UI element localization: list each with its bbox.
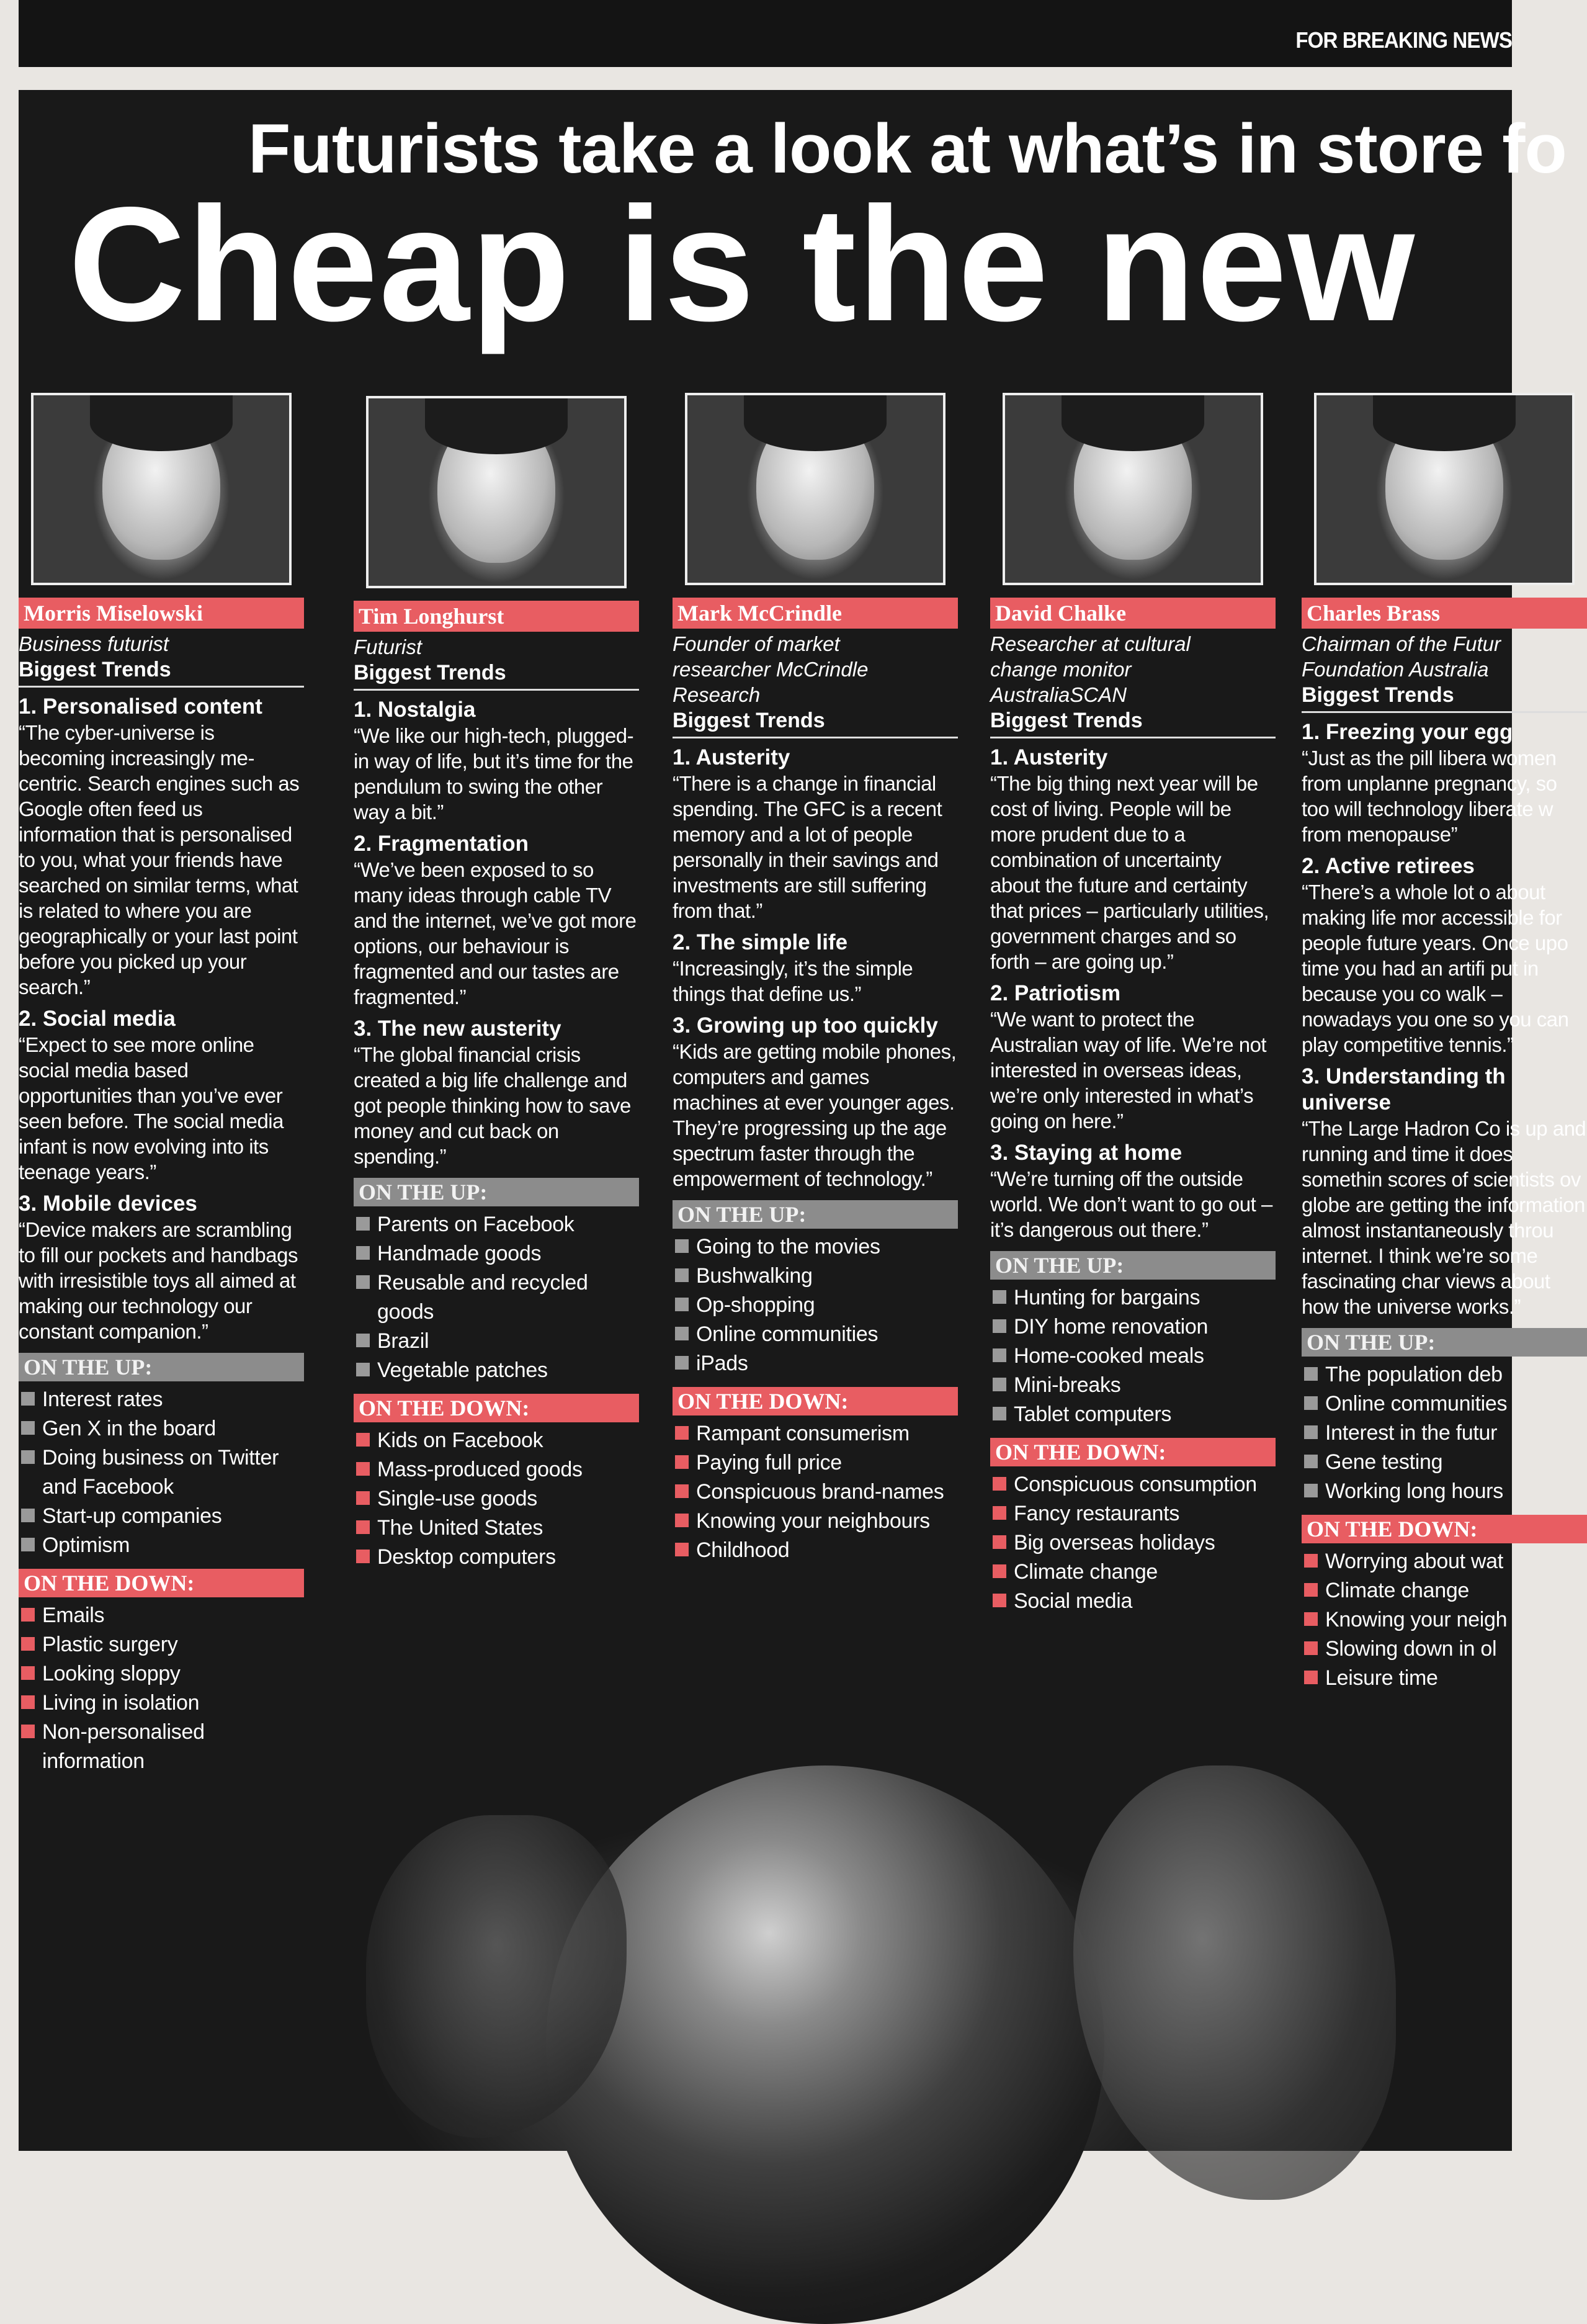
- portrait-photo: [366, 396, 627, 588]
- list-item: Interest in the futur: [1302, 1419, 1587, 1448]
- list-item: Conspicuous consumption: [990, 1470, 1276, 1499]
- list-item: The population deb: [1302, 1360, 1587, 1389]
- list-item: iPads: [673, 1349, 958, 1378]
- portrait-photo: [1314, 393, 1575, 585]
- futurist-role: [673, 631, 958, 707]
- trend-item: [990, 745, 1276, 974]
- futurist-name: Charles Brass: [1302, 598, 1587, 629]
- list-item: Social media: [990, 1587, 1276, 1616]
- on-the-up-list: [19, 1385, 304, 1560]
- futurist-role: [19, 631, 304, 657]
- trend-title: 3. The new austerity: [354, 1016, 561, 1041]
- list-item: Desktop computers: [354, 1543, 639, 1572]
- trend-title: 1. Austerity: [990, 745, 1108, 769]
- list-item: DIY home renovation: [990, 1312, 1276, 1342]
- on-the-down-label: ON THE DOWN:: [354, 1394, 639, 1422]
- trend-quote: “There is a change in financial spending. The GFC is a recent memory and a lot of people personally in their savings and investments are still suffering from that.”: [673, 772, 942, 922]
- list-item: Working long hours: [1302, 1477, 1587, 1506]
- on-the-down-label: ON THE DOWN:: [673, 1387, 958, 1415]
- list-item: Home-cooked meals: [990, 1342, 1276, 1371]
- trend-quote: “We’ve been exposed to so many ideas through cable TV and the internet, we’ve got more options, our behaviour is fragmented and our tastes are fragmented.”: [354, 858, 637, 1008]
- role-line: Business futurist: [19, 632, 169, 655]
- list-item: Climate change: [990, 1558, 1276, 1587]
- portrait-photo: [31, 393, 292, 585]
- on-the-up-label: ON THE UP:: [354, 1178, 639, 1206]
- role-line: Research: [673, 683, 761, 706]
- trend-title: 3. Growing up too quickly: [673, 1013, 938, 1038]
- list-item: Childhood: [673, 1536, 958, 1565]
- on-the-down-label: ON THE DOWN:: [990, 1438, 1276, 1466]
- list-item: Tablet computers: [990, 1400, 1276, 1429]
- futurist-name: Morris Miselowski: [19, 598, 304, 629]
- biggest-trends-label: Biggest Trends: [1302, 683, 1587, 713]
- futurist-name: Tim Longhurst: [354, 601, 639, 632]
- list-item: Non-personalised information: [19, 1718, 304, 1776]
- list-item: Op-shopping: [673, 1291, 958, 1320]
- trend-quote: “We’re turning off the outside world. We don’t want to go out – it’s dangerous out there.”: [990, 1167, 1272, 1241]
- futurist-role: [1302, 631, 1587, 682]
- biggest-trends-label: Biggest Trends: [673, 709, 958, 738]
- list-item: Gene testing: [1302, 1448, 1587, 1477]
- trend-quote: “We want to protect the Australian way of life. We’re not interested in overseas ideas, we’re only interested in what’s going on here.”: [990, 1008, 1267, 1133]
- list-item: Rampant consumerism: [673, 1419, 958, 1448]
- list-item: Knowing your neigh: [1302, 1605, 1587, 1635]
- trend-item: [990, 1140, 1276, 1242]
- feature-panel: [19, 90, 1586, 2151]
- list-item: Single-use goods: [354, 1484, 639, 1514]
- on-the-down-list: [990, 1470, 1276, 1616]
- futurist-column: [673, 393, 958, 1565]
- on-the-up-list: [1302, 1360, 1587, 1506]
- list-item: Reusable and recycled goods: [354, 1268, 639, 1327]
- trend-title: 2. Patriotism: [990, 981, 1121, 1005]
- list-item: Online communities: [673, 1320, 958, 1349]
- trend-quote: “Kids are getting mobile phones, computers and games machines at ever younger ages. They’re progressing up the age spectrum faster through the empowerment of technology.”: [673, 1040, 957, 1190]
- trend-item: [673, 1013, 958, 1191]
- portrait-photo: [1003, 393, 1263, 585]
- trend-item: [673, 930, 958, 1007]
- on-the-up-label: ON THE UP:: [1302, 1328, 1587, 1357]
- crystal-ball-image: [546, 1765, 1104, 2324]
- futurist-name: Mark McCrindle: [673, 598, 958, 629]
- on-the-up-label: ON THE UP:: [19, 1353, 304, 1381]
- trend-item: [354, 831, 639, 1010]
- futurist-column: [354, 396, 639, 1572]
- on-the-up-list: [990, 1283, 1276, 1429]
- breaking-news-tag: FOR BREAKING NEWS: [1295, 27, 1512, 53]
- list-item: Mini-breaks: [990, 1371, 1276, 1400]
- top-bar: [19, 0, 1512, 67]
- list-item: Mass-produced goods: [354, 1455, 639, 1484]
- role-line: AustraliaSCAN: [990, 683, 1127, 706]
- biggest-trends-label: Biggest Trends: [354, 661, 639, 691]
- list-item: Big overseas holidays: [990, 1528, 1276, 1558]
- list-item: Parents on Facebook: [354, 1210, 639, 1239]
- trend-title: 2. Fragmentation: [354, 832, 529, 856]
- trend-item: [354, 1016, 639, 1169]
- list-item: Going to the movies: [673, 1232, 958, 1262]
- trend-quote: “The cyber-universe is becoming increasingly me-centric. Search engines such as Google often feed us information that is personalised to you, what your friends have searched on similar terms, what is related to where you are geographically or your last point before you picked up your search.”: [19, 721, 300, 998]
- on-the-down-list: [673, 1419, 958, 1565]
- trend-title: 3. Mobile devices: [19, 1191, 197, 1216]
- list-item: The United States: [354, 1514, 639, 1543]
- list-item: Slowing down in ol: [1302, 1635, 1587, 1664]
- on-the-down-label: ON THE DOWN:: [19, 1569, 304, 1597]
- list-item: Fancy restaurants: [990, 1499, 1276, 1528]
- biggest-trends-label: Biggest Trends: [990, 709, 1276, 738]
- trend-item: [990, 980, 1276, 1134]
- main-headline: Cheap is the new: [68, 173, 1416, 355]
- role-line: Founder of market: [673, 632, 840, 655]
- trend-quote: “Expect to see more online social media based opportunities than you’ve ever seen before. The social media infant is now evolving into its teenage years.”: [19, 1033, 284, 1183]
- list-item: Gen X in the board: [19, 1414, 304, 1443]
- trend-item: [1302, 1064, 1587, 1319]
- list-item: Knowing your neighbours: [673, 1507, 958, 1536]
- hand-right-image: [1073, 1765, 1396, 2200]
- list-item: Worrying about wat: [1302, 1547, 1587, 1576]
- trend-item: [1302, 853, 1587, 1057]
- role-line: change monitor: [990, 658, 1132, 681]
- trend-item: [19, 694, 304, 1000]
- list-item: Brazil: [354, 1327, 639, 1356]
- on-the-down-list: [1302, 1547, 1587, 1693]
- list-item: Start-up companies: [19, 1502, 304, 1531]
- list-item: Doing business on Twitter and Facebook: [19, 1443, 304, 1502]
- role-line: Futurist: [354, 635, 422, 658]
- trend-title: 1. Personalised content: [19, 694, 262, 719]
- list-item: Handmade goods: [354, 1239, 639, 1268]
- list-item: Emails: [19, 1601, 304, 1630]
- trend-item: [1302, 719, 1587, 847]
- on-the-up-list: [354, 1210, 639, 1385]
- trend-item: [673, 745, 958, 923]
- futurist-role: [990, 631, 1276, 707]
- trend-title: 3. Staying at home: [990, 1141, 1182, 1165]
- on-the-up-label: ON THE UP:: [990, 1251, 1276, 1280]
- role-line: researcher McCrindle: [673, 658, 869, 681]
- trend-item: [19, 1006, 304, 1185]
- trend-title: 2. Social media: [19, 1007, 176, 1031]
- biggest-trends-label: Biggest Trends: [19, 658, 304, 688]
- on-the-up-list: [673, 1232, 958, 1378]
- on-the-down-list: [19, 1601, 304, 1776]
- on-the-up-label: ON THE UP:: [673, 1200, 958, 1229]
- list-item: Vegetable patches: [354, 1356, 639, 1385]
- list-item: Kids on Facebook: [354, 1426, 639, 1455]
- trend-quote: “There’s a whole lot o about making life mor accessible for people future years. Once upo time you had an artifi put in because you co walk – nowadays you one so you can play competitive tennis.”: [1302, 881, 1569, 1056]
- trend-title: 1. Nostalgia: [354, 698, 476, 722]
- on-the-down-label: ON THE DOWN:: [1302, 1515, 1587, 1543]
- list-item: Hunting for bargains: [990, 1283, 1276, 1312]
- list-item: Leisure time: [1302, 1664, 1587, 1693]
- trend-item: [19, 1191, 304, 1344]
- trend-title: 1. Austerity: [673, 745, 790, 769]
- trend-quote: “The Large Hadron Co is up and running and time it does somethin scores of scientists ov globe are getting the information almost instantaneously throu internet. I think we’re some fascinating char views about how the universe works.”: [1302, 1117, 1586, 1318]
- list-item: Looking sloppy: [19, 1659, 304, 1689]
- trend-item: [354, 697, 639, 825]
- futurist-column: [19, 393, 304, 1776]
- futurist-column: [990, 393, 1276, 1616]
- futurist-role: [354, 634, 639, 660]
- trend-quote: “The big thing next year will be cost of living. People will be more prudent due to a combination of uncertainty about the future and certainty that prices – particularly utilities, government charges and so forth – are going up.”: [990, 772, 1269, 973]
- kicker-headline: Futurists take a look at what’s in store fo: [248, 110, 1567, 187]
- trend-quote: “We like our high-tech, plugged-in way of life, but it’s time for the pendulum to swing the other way a bit.”: [354, 724, 634, 823]
- list-item: Conspicuous brand-names: [673, 1478, 958, 1507]
- trend-title: 1. Freezing your egg: [1302, 720, 1513, 744]
- list-item: Bushwalking: [673, 1262, 958, 1291]
- futurist-column: [1302, 393, 1587, 1693]
- on-the-down-list: [354, 1426, 639, 1572]
- trend-quote: “Device makers are scrambling to fill our pockets and handbags with irresistible toys all aimed at making our technology our constant companion.”: [19, 1218, 298, 1343]
- list-item: Climate change: [1302, 1576, 1587, 1605]
- trend-title: 2. Active retirees: [1302, 854, 1475, 878]
- futurist-name: David Chalke: [990, 598, 1276, 629]
- trend-quote: “The global financial crisis created a big life challenge and got people thinking how to save money and cut back on spending.”: [354, 1043, 631, 1168]
- list-item: Plastic surgery: [19, 1630, 304, 1659]
- list-item: Online communities: [1302, 1389, 1587, 1419]
- list-item: Paying full price: [673, 1448, 958, 1478]
- trend-quote: “Increasingly, it’s the simple things that define us.”: [673, 957, 913, 1005]
- trend-title: 3. Understanding th universe: [1302, 1064, 1506, 1115]
- role-line: Foundation Australia: [1302, 658, 1489, 681]
- list-item: Living in isolation: [19, 1689, 304, 1718]
- list-item: Optimism: [19, 1531, 304, 1560]
- list-item: Interest rates: [19, 1385, 304, 1414]
- role-line: Researcher at cultural: [990, 632, 1191, 655]
- trend-title: 2. The simple life: [673, 930, 848, 954]
- trend-quote: “Just as the pill libera women from unplanne pregnancy, so too will technology liberate w from menopause”: [1302, 747, 1557, 846]
- role-line: Chairman of the Futur: [1302, 632, 1501, 655]
- portrait-photo: [685, 393, 945, 585]
